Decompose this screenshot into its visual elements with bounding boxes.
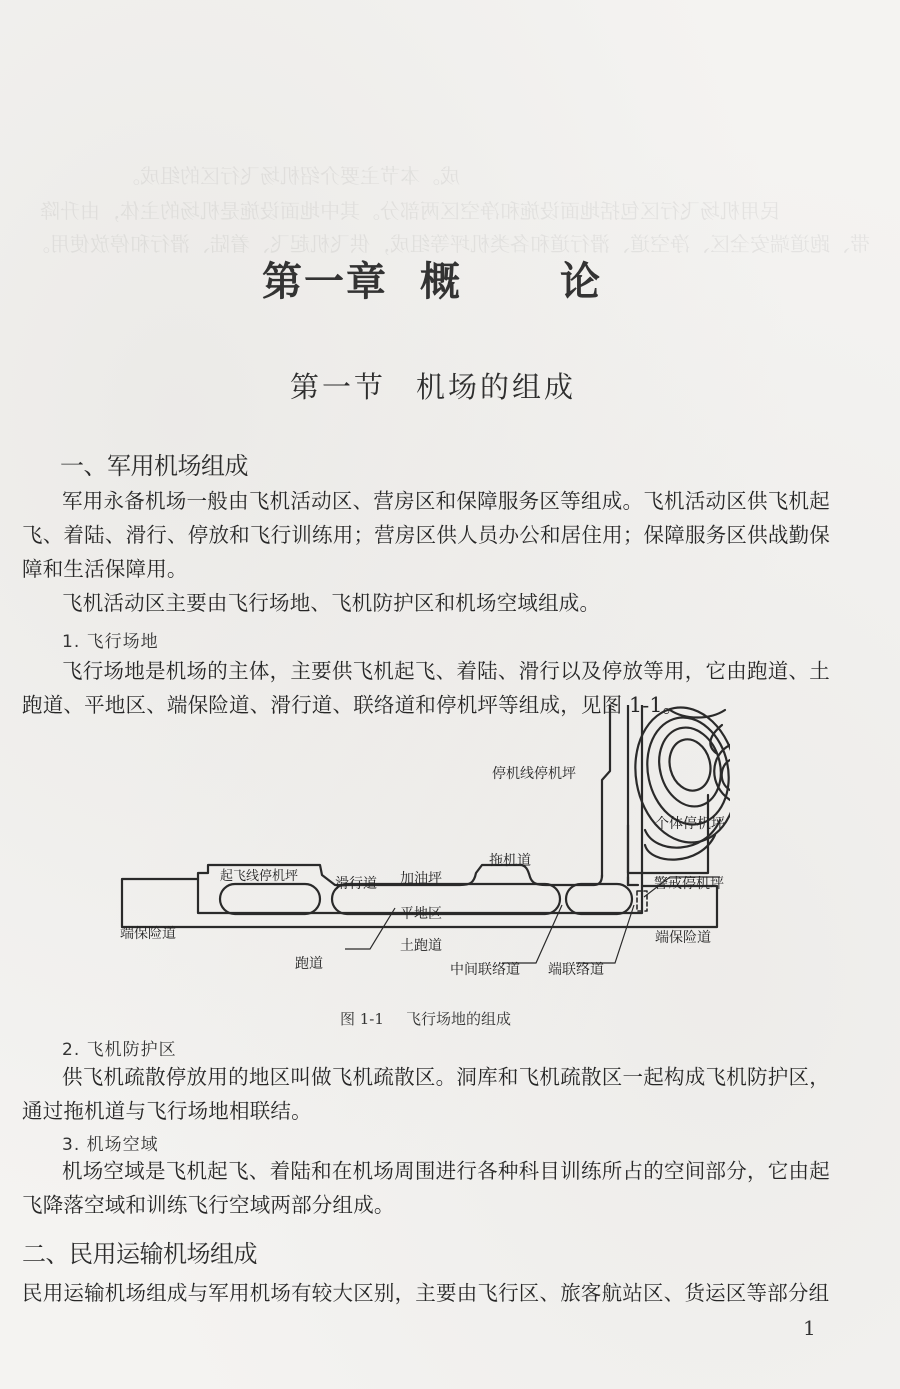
label-refuel-apron: 加油坪: [400, 871, 442, 887]
paragraph-flight-field: 飞行场地是机场的主体，主要供飞机起飞、着陆、滑行以及停放等用，它由跑道、土跑道、平地区、端保险道、滑行道、联络道和停机坪等组成，见图 1-1。: [22, 659, 830, 717]
label-end-safety-right: 端保险道: [655, 930, 711, 946]
subheading-airport-airspace: 3. 机场空域: [62, 1135, 159, 1155]
label-individual-apron: 个体停机坪: [655, 816, 725, 832]
label-middle-link: 中间联络道: [450, 962, 520, 978]
section-title: [290, 365, 576, 406]
figure-caption: [340, 1008, 511, 1029]
label-end-link: 端联络道: [548, 962, 604, 978]
chapter-title: [262, 250, 602, 307]
paragraph-military-airport-intro: 军用永备机场一般由飞机活动区、营房区和保障服务区等组成。飞机活动区供飞机起飞、着陆、滑行、停放和飞行训练用；营房区供人员办公和居住用；保障服务区供战勤保障和生活保障用。: [22, 489, 830, 581]
section-title-text: 机场的组成: [416, 370, 577, 404]
label-taxiway: 滑行道: [335, 876, 377, 892]
label-parking-line-apron: 停机线停机坪: [492, 766, 576, 782]
page-number: 1: [803, 1316, 816, 1340]
paragraph-civil-transport-airport: 民用运输机场组成与军用机场有较大区别，主要由飞行区、旅客航站区、货运区等部分组: [22, 1281, 830, 1305]
figure-flight-field-diagram: [110, 705, 730, 995]
chapter-title-part1: 概: [420, 259, 462, 305]
paragraph-airport-airspace: 机场空域是飞机起飞、着陆和在机场周围进行各种科目训练所占的空间部分，它由起飞降落空域和训练飞行空域两部分组成。: [22, 1159, 830, 1217]
chapter-prefix: 第一章: [262, 259, 388, 305]
subheading-aircraft-protection-area: 2. 飞机防护区: [62, 1040, 177, 1060]
heading-civil-transport-airport: 二、民用运输机场组成: [22, 1240, 257, 1268]
figure-caption-text: 飞行场地的组成: [405, 1010, 511, 1028]
figure-number: 图 1-1: [340, 1010, 384, 1028]
label-alert-apron: 警戒停机坪: [654, 876, 724, 892]
label-tow-way: 拖机道: [489, 853, 531, 869]
heading-military-airport: 一、军用机场组成: [60, 452, 248, 480]
label-takeoff-line-apron: 起飞线停机坪: [220, 869, 299, 884]
label-end-safety-left: 端保险道: [120, 926, 176, 942]
paragraph-aircraft-protection-area: 供飞机疏散停放用的地区叫做飞机疏散区。洞库和飞机疏散区一起构成飞机防护区，通过拖机道与飞行场地相联结。: [22, 1065, 830, 1123]
label-runway: 跑道: [295, 956, 323, 972]
paragraph-aircraft-activity-area: 飞机活动区主要由飞行场地、飞机防护区和机场空域组成。: [62, 591, 601, 615]
label-earth-runway: 土跑道: [400, 938, 442, 954]
section-prefix: 第一节: [290, 370, 387, 404]
label-flat-area: 平地区: [400, 906, 442, 922]
subheading-flight-field: 1. 飞行场地: [62, 632, 159, 652]
chapter-title-part2: 论: [560, 259, 602, 305]
